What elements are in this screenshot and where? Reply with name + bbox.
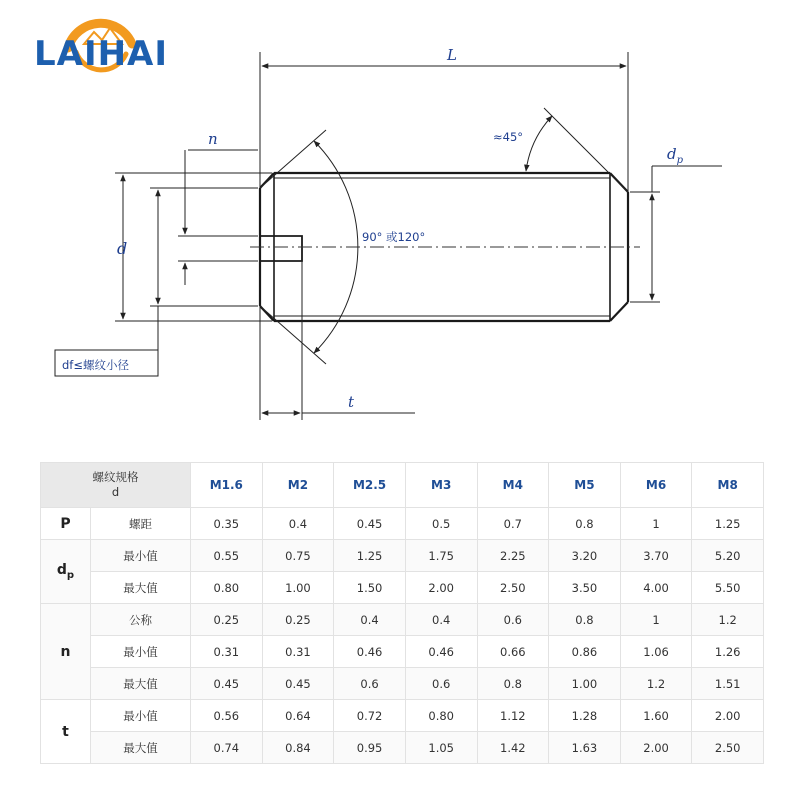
table-cell: 1.42 (477, 732, 549, 764)
table-row (41, 700, 764, 732)
group-symbol-subscript: p (66, 569, 75, 581)
table-cell: 3.20 (549, 540, 621, 572)
dimension-t (260, 261, 415, 420)
table-cell: 0.66 (477, 636, 549, 668)
row-label: 最大值 (91, 668, 191, 700)
chamfer-angle-dimension (526, 108, 628, 192)
table-row (41, 508, 764, 540)
table-cell: 0.6 (334, 668, 406, 700)
table-cell: 1.60 (620, 700, 692, 732)
label-dp-main: d (667, 145, 677, 163)
table-cell: 3.50 (549, 572, 621, 604)
label-d: d (117, 239, 128, 258)
label-df-note: df≤螺纹小径 (62, 358, 129, 372)
table-cell: 1.05 (405, 732, 477, 764)
table-cell: 0.8 (477, 668, 549, 700)
table-cell: 0.8 (549, 508, 621, 540)
table-cell: 0.45 (334, 508, 406, 540)
table-cell: 0.35 (191, 508, 263, 540)
dimension-n (178, 150, 258, 285)
slot (260, 236, 302, 261)
table-cell: 0.25 (262, 604, 334, 636)
table-cell: 0.46 (405, 636, 477, 668)
table-cell: 0.6 (477, 604, 549, 636)
column-header: M6 (620, 463, 692, 508)
table-cell: 1.63 (549, 732, 621, 764)
table-cell: 0.72 (334, 700, 406, 732)
row-label: 最小值 (91, 700, 191, 732)
table-cell: 0.95 (334, 732, 406, 764)
table-cell: 1.25 (692, 508, 764, 540)
table-cell: 3.70 (620, 540, 692, 572)
spec-table (40, 462, 764, 764)
table-cell: 0.4 (405, 604, 477, 636)
table-cell: 4.00 (620, 572, 692, 604)
table-cell: 0.55 (191, 540, 263, 572)
dimension-d (115, 173, 272, 321)
table-row (41, 572, 764, 604)
table-cell: 1.51 (692, 668, 764, 700)
table-cell: 0.6 (405, 668, 477, 700)
label-t: t (348, 393, 355, 411)
table-header-row (41, 463, 764, 508)
table-cell: 0.64 (262, 700, 334, 732)
table-row (41, 636, 764, 668)
table-cell: 0.4 (334, 604, 406, 636)
table-cell: 1.12 (477, 700, 549, 732)
table-cell: 5.20 (692, 540, 764, 572)
table-cell: 2.50 (477, 572, 549, 604)
column-header: M2 (262, 463, 334, 508)
table-cell: 0.80 (405, 700, 477, 732)
row-label: 最大值 (91, 572, 191, 604)
table-cell: 0.86 (549, 636, 621, 668)
row-label: 最小值 (91, 636, 191, 668)
label-L: L (447, 46, 457, 64)
column-header: M3 (405, 463, 477, 508)
group-symbol-text: t (62, 723, 69, 740)
group-symbol (41, 604, 91, 700)
label-dp-sub: p (676, 155, 684, 166)
label-n: n (208, 130, 218, 148)
table-cell: 0.25 (191, 604, 263, 636)
table-cell: 0.31 (191, 636, 263, 668)
table-cell: 1.25 (334, 540, 406, 572)
table-cell: 2.25 (477, 540, 549, 572)
table-cell: 1.2 (620, 668, 692, 700)
table-row (41, 540, 764, 572)
table-cell: 2.50 (692, 732, 764, 764)
table-cell: 5.50 (692, 572, 764, 604)
label-angle-45: ≈45° (493, 130, 524, 144)
column-header: M5 (549, 463, 621, 508)
group-symbol (41, 700, 91, 764)
group-symbol (41, 508, 91, 540)
table-row (41, 668, 764, 700)
dimension-dp (630, 166, 722, 302)
table-cell: 0.45 (262, 668, 334, 700)
corner-line1: 螺纹规格 (92, 470, 139, 484)
table-cell: 0.80 (191, 572, 263, 604)
table-cell: 1.00 (262, 572, 334, 604)
table-cell: 1.28 (549, 700, 621, 732)
table-cell: 0.74 (191, 732, 263, 764)
table-cell: 1.75 (405, 540, 477, 572)
dimension-df (55, 188, 258, 376)
table-cell: 1.26 (692, 636, 764, 668)
row-label: 螺距 (91, 508, 191, 540)
table-cell: 1 (620, 604, 692, 636)
logo-wordmark: LAIHAI (33, 34, 169, 74)
table-cell: 0.5 (405, 508, 477, 540)
column-header: M4 (477, 463, 549, 508)
table-cell: 2.00 (620, 732, 692, 764)
table-cell: 1.06 (620, 636, 692, 668)
table-body (41, 508, 764, 764)
table-cell: 0.75 (262, 540, 334, 572)
row-label: 最大值 (91, 732, 191, 764)
group-symbol (41, 540, 91, 604)
table-cell: 0.56 (191, 700, 263, 732)
table-corner-header (41, 463, 191, 508)
table-cell: 1.2 (692, 604, 764, 636)
group-symbol-text: P (60, 515, 71, 532)
row-label: 最小值 (91, 540, 191, 572)
group-symbol-text: n (60, 643, 71, 660)
table-cell: 0.8 (549, 604, 621, 636)
label-cone-angle: 90° 或120° (362, 230, 426, 244)
group-symbol-text: d (56, 562, 67, 579)
table-cell: 1.00 (549, 668, 621, 700)
table-row (41, 732, 764, 764)
table-row (41, 604, 764, 636)
corner-line2: d (111, 485, 120, 499)
column-header: M8 (692, 463, 764, 508)
table-cell: 0.45 (191, 668, 263, 700)
label-dp (667, 145, 684, 166)
table-cell: 1 (620, 508, 692, 540)
dimension-L (260, 52, 628, 192)
row-label: 公称 (91, 604, 191, 636)
table-cell: 0.46 (334, 636, 406, 668)
table-cell: 0.84 (262, 732, 334, 764)
column-header: M2.5 (334, 463, 406, 508)
column-header: M1.6 (191, 463, 263, 508)
table-cell: 1.50 (334, 572, 406, 604)
table-cell: 0.7 (477, 508, 549, 540)
table-cell: 0.31 (262, 636, 334, 668)
table-cell: 0.4 (262, 508, 334, 540)
table-cell: 2.00 (405, 572, 477, 604)
table-cell: 2.00 (692, 700, 764, 732)
